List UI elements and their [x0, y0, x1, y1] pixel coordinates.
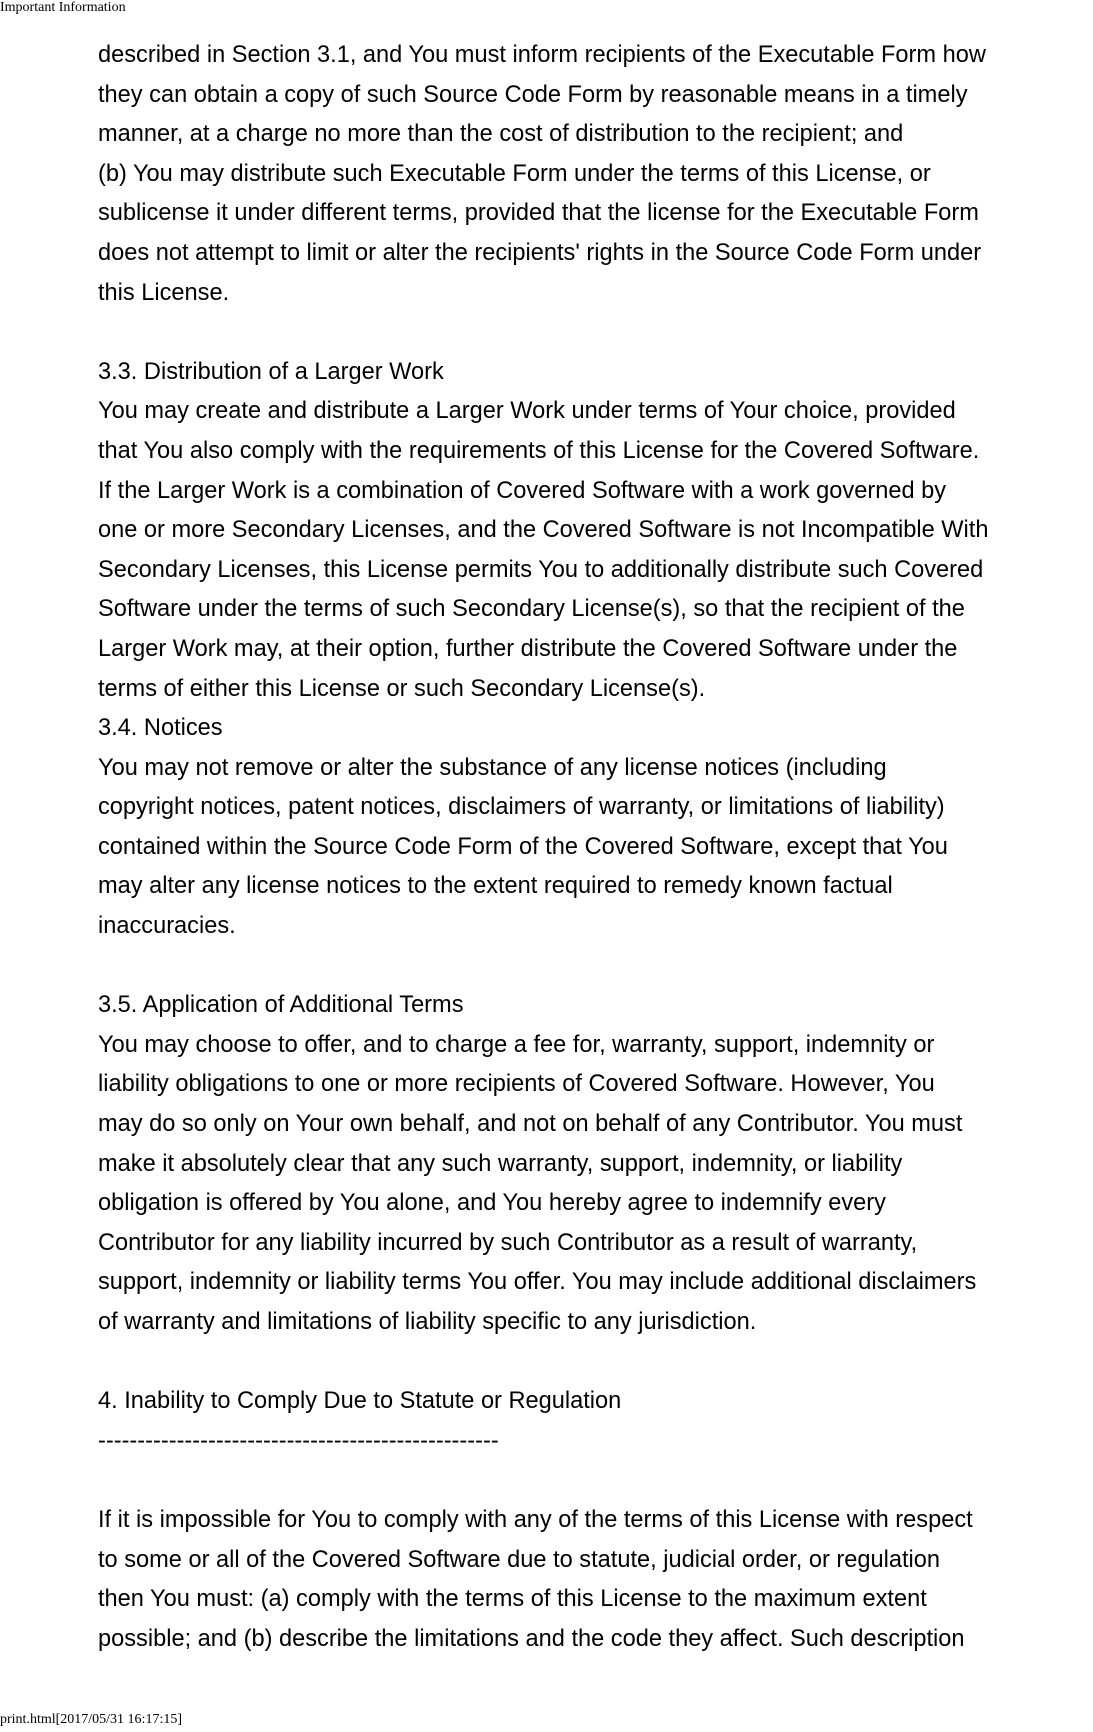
body-line: Software under the terms of such Secondary License(s), so that the recipient of the — [98, 596, 965, 623]
print-footer-source: print.html[2017/05/31 16:17:15] — [0, 1712, 182, 1727]
blank-line — [98, 1343, 1093, 1383]
body-line: described in Section 3.1, and You must inform recipients of the Executable Form how — [98, 42, 986, 68]
body-line: sublicense it under different terms, provided that the license for the Executable Form — [98, 200, 979, 227]
section-heading-3-4: 3.4. Notices — [98, 715, 223, 742]
body-line: then You must: (a) comply with the terms of this License to the maximum extent — [98, 1586, 927, 1613]
body-line: If the Larger Work is a combination of Covered Software with a work governed by — [98, 477, 947, 504]
body-line: possible; and (b) describe the limitations and the code they affect. Such description — [98, 1625, 965, 1652]
document-body — [98, 36, 1093, 1659]
body-line: If it is impossible for You to comply with any of the terms of this License with respect — [98, 1506, 973, 1533]
blank-line — [98, 947, 1093, 987]
body-line: terms of either this License or such Secondary License(s). — [98, 675, 706, 702]
body-line: may do so only on Your own behalf, and not on behalf of any Contributor. You must — [98, 1111, 963, 1138]
body-line: (b) You may distribute such Executable Form under the terms of this License, or — [98, 160, 931, 187]
body-line: one or more Secondary Licenses, and the Covered Software is not Incompatible With — [98, 517, 989, 544]
body-line: You may not remove or alter the substance of any license notices (including — [98, 754, 887, 781]
body-line: Contributor for any liability incurred by such Contributor as a result of warranty, — [98, 1229, 918, 1256]
body-line: copyright notices, patent notices, disclaimers of warranty, or limitations of liability) — [98, 794, 945, 821]
body-line: Larger Work may, at their option, further distribute the Covered Software under the — [98, 635, 958, 662]
body-line: that You also comply with the requirements of this License for the Covered Software. — [98, 437, 980, 464]
body-line: liability obligations to one or more recipients of Covered Software. However, You — [98, 1071, 935, 1098]
body-line: they can obtain a copy of such Source Code Form by reasonable means in a timely — [98, 81, 968, 108]
body-line: make it absolutely clear that any such warranty, support, indemnity, or liability — [98, 1150, 903, 1177]
body-line: contained within the Source Code Form of the Covered Software, except that You — [98, 833, 948, 860]
body-line: of warranty and limitations of liability specific to any jurisdiction. — [98, 1309, 757, 1335]
section-underline: --------------------------------------------------- — [98, 1427, 499, 1454]
section-heading-4: 4. Inability to Comply Due to Statute or Regulation — [98, 1388, 622, 1415]
body-line: Secondary Licenses, this License permits You to additionally distribute such Covered — [98, 556, 984, 583]
section-heading-3-3: 3.3. Distribution of a Larger Work — [98, 358, 444, 385]
body-line: You may create and distribute a Larger Work under terms of Your choice, provided — [98, 398, 956, 425]
body-line: support, indemnity or liability terms You offer. You may include additional disclaimers — [98, 1269, 977, 1296]
body-line: You may choose to offer, and to charge a fee for, warranty, support, indemnity or — [98, 1031, 935, 1058]
section-heading-3-5: 3.5. Application of Additional Terms — [98, 992, 464, 1019]
body-line: manner, at a charge no more than the cost of distribution to the recipient; and — [98, 121, 904, 148]
body-line: does not attempt to limit or alter the recipients' rights in the Source Code Form under — [98, 239, 982, 266]
body-line: to some or all of the Covered Software due to statute, judicial order, or regulation — [98, 1546, 940, 1573]
blank-line — [98, 1461, 1093, 1501]
body-line: this License. — [98, 279, 230, 306]
body-line: obligation is offered by You alone, and You hereby agree to indemnify every — [98, 1190, 886, 1217]
blank-line — [98, 313, 1093, 353]
body-line: inaccuracies. — [98, 913, 236, 940]
body-line: may alter any license notices to the extent required to remedy known factual — [98, 873, 893, 900]
print-header-title: Important Information — [0, 0, 126, 15]
